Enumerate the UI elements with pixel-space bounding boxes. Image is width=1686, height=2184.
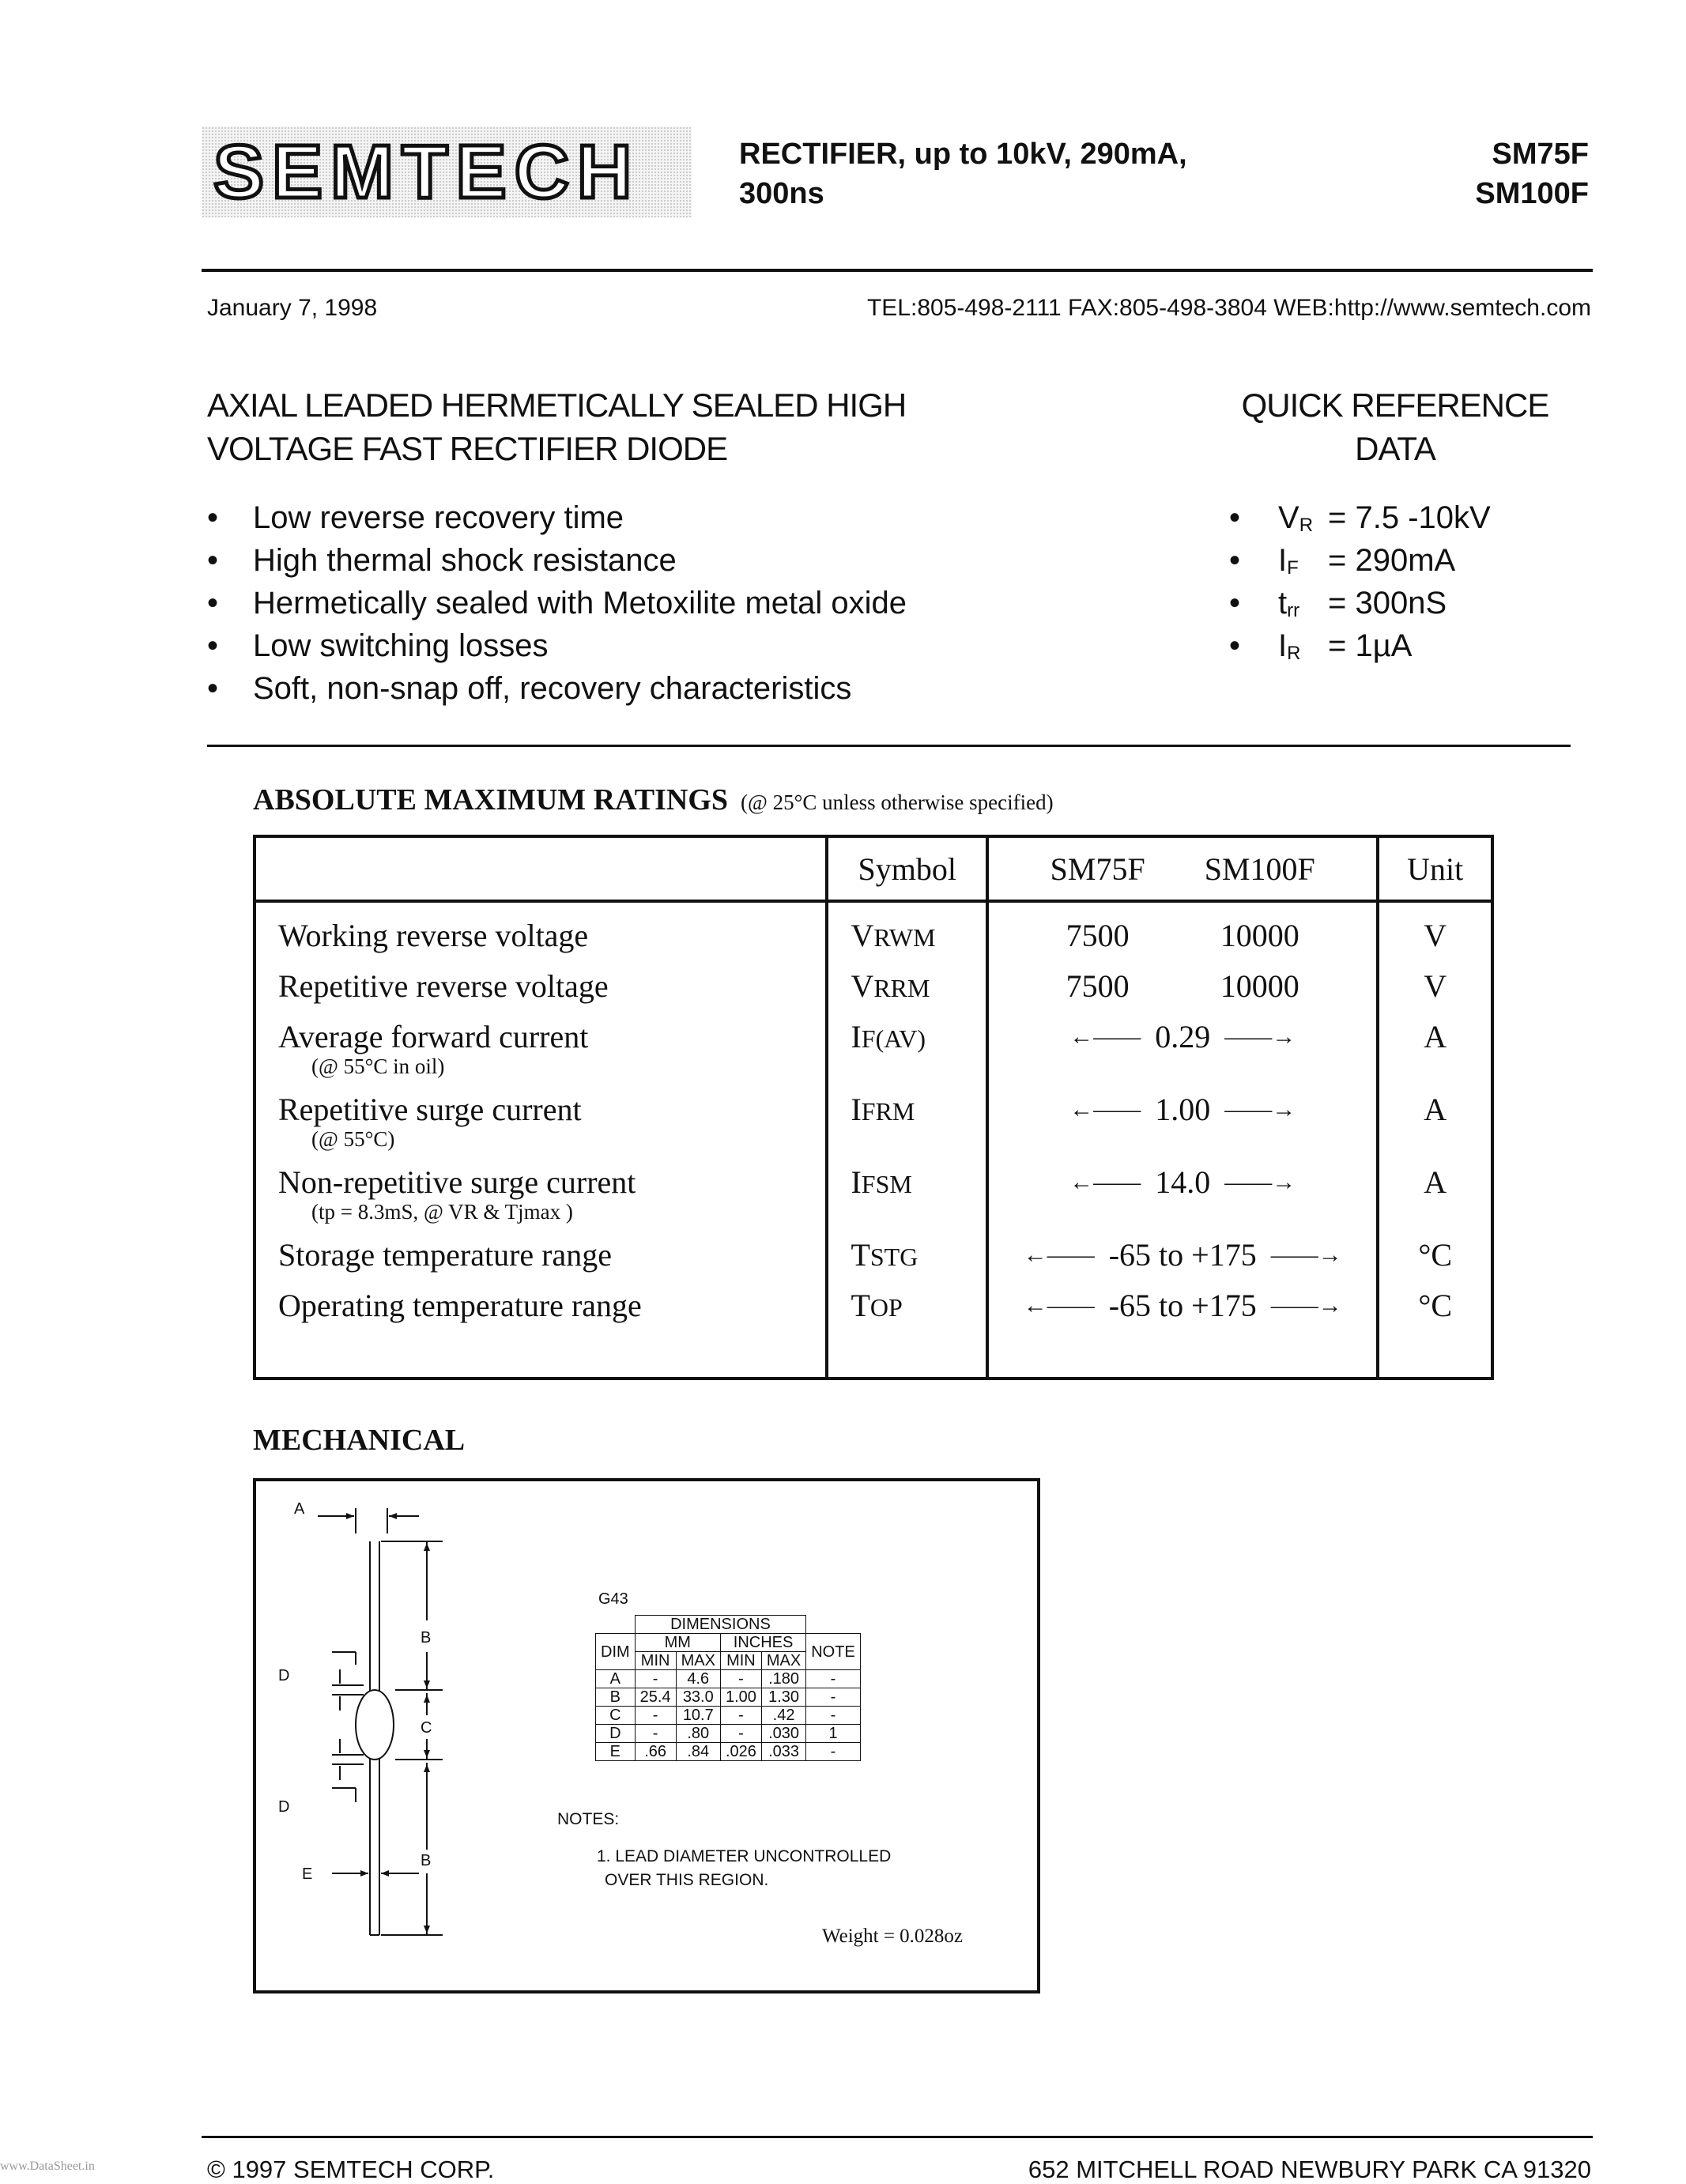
- dim-cell-in-min: -: [720, 1725, 761, 1743]
- rating-condition-note: (@ 55°C): [311, 1127, 395, 1151]
- feature-item: • High thermal shock resistance: [207, 539, 907, 582]
- rating-symbol: V: [851, 968, 874, 1004]
- rating-value-both: 0.29: [1155, 1019, 1211, 1054]
- device-description: [207, 383, 906, 470]
- arrow-left-icon: ←——: [1069, 1023, 1141, 1050]
- rating-unit: A: [1424, 1092, 1447, 1127]
- dim-table-row: [596, 1670, 861, 1688]
- copyright: © 1997 SEMTECH CORP.: [207, 2156, 495, 2183]
- dim-table-row: [596, 1688, 861, 1707]
- dim-label-b-upper: B: [421, 1629, 432, 1646]
- section-rule: [207, 745, 1571, 747]
- dim-cell-note: -: [806, 1743, 861, 1761]
- dim-table-title: DIMENSIONS: [635, 1616, 806, 1634]
- dim-cell-dim: A: [596, 1670, 636, 1688]
- package-weight: Weight = 0.028oz: [822, 1926, 964, 1947]
- rating-unit: °C: [1418, 1237, 1453, 1273]
- company-address: 652 MITCHELL ROAD NEWBURY PARK CA 91320: [1028, 2156, 1591, 2183]
- dim-table-row: [596, 1743, 861, 1761]
- feature-item: • Low switching losses: [207, 624, 907, 667]
- diode-outline-drawing: [261, 1486, 514, 1984]
- dim-label-c: C: [421, 1719, 432, 1737]
- arrow-left-icon: ←——: [1023, 1241, 1095, 1268]
- arrow-right-icon: ——→: [1270, 1292, 1342, 1318]
- dim-label-a: A: [294, 1500, 305, 1518]
- col-unit: Unit: [1378, 836, 1492, 901]
- footer-rule: [202, 2136, 1593, 2138]
- dim-cell-in-max: .42: [761, 1707, 805, 1725]
- watermark: www.DataSheet.in: [0, 2159, 95, 2173]
- rating-symbol: T: [851, 1237, 870, 1273]
- feature-item: • Low reverse recovery time: [207, 496, 907, 539]
- ratings-table: [253, 835, 1494, 1380]
- product-title-line2: 300ns: [739, 177, 824, 210]
- dim-label-b-lower: B: [421, 1852, 432, 1869]
- quick-ref-title: [1229, 383, 1561, 470]
- note-1-line1: 1. LEAD DIAMETER UNCONTROLLED: [597, 1847, 892, 1865]
- rating-value-sm100f: 10000: [1220, 918, 1299, 953]
- arrow-right-icon: ——→: [1224, 1168, 1296, 1195]
- rating-value-sm75f: 7500: [1066, 968, 1130, 1004]
- ratings-row: [255, 1236, 1492, 1287]
- dim-table-title-row: [596, 1616, 861, 1634]
- note-1-line2: OVER THIS REGION.: [605, 1871, 769, 1889]
- dim-cell-mm-max: .84: [676, 1743, 720, 1761]
- rating-symbol-sub: RRM: [873, 974, 930, 1002]
- rating-symbol-sub: OP: [869, 1293, 903, 1322]
- rating-value-both: 1.00: [1155, 1092, 1211, 1127]
- col-symbol: Symbol: [827, 836, 987, 901]
- dim-cell-note: -: [806, 1707, 861, 1725]
- rating-symbol: T: [851, 1288, 870, 1323]
- dim-cell-mm-min: -: [635, 1707, 676, 1725]
- dim-cell-dim: D: [596, 1725, 636, 1743]
- ratings-header-row: [255, 836, 1492, 901]
- dim-col-note: NOTE: [806, 1634, 861, 1670]
- arrow-right-icon: ——→: [1224, 1096, 1296, 1122]
- arrow-left-icon: ←——: [1023, 1292, 1095, 1318]
- quick-ref-title-line1: QUICK REFERENCE: [1241, 387, 1549, 424]
- dim-label-e: E: [302, 1865, 313, 1883]
- note-1: [597, 1845, 891, 1892]
- dim-table-group-row: [596, 1634, 861, 1652]
- rating-symbol-sub: FRM: [861, 1097, 915, 1126]
- rating-symbol: V: [851, 918, 874, 953]
- rating-parameter: Repetitive surge current: [278, 1092, 582, 1127]
- rating-symbol-sub: STG: [869, 1243, 918, 1271]
- part-number-sm100f: SM100F: [1475, 177, 1589, 210]
- dim-cell-dim: C: [596, 1707, 636, 1725]
- rating-symbol: I: [851, 1092, 862, 1127]
- dim-cell-mm-min: -: [635, 1670, 676, 1688]
- ratings-row: [255, 968, 1492, 1018]
- rating-unit: V: [1424, 968, 1447, 1004]
- rating-condition-note: (tp = 8.3mS, @ VR & Tjmax ): [311, 1200, 573, 1224]
- notes-title: NOTES:: [557, 1810, 620, 1828]
- rating-symbol: I: [851, 1164, 862, 1200]
- ratings-row: [255, 1287, 1492, 1337]
- dim-cell-dim: B: [596, 1688, 636, 1707]
- dim-cell-in-max: .033: [761, 1743, 805, 1761]
- semtech-logo: SEMTECH: [213, 130, 640, 214]
- dim-cell-mm-min: -: [635, 1725, 676, 1743]
- dim-cell-mm-max: .80: [676, 1725, 720, 1743]
- dim-table-row: [596, 1707, 861, 1725]
- feature-item: • Hermetically sealed with Metoxilite metal oxide: [207, 582, 907, 624]
- feature-item: • Soft, non-snap off, recovery characteristics: [207, 667, 907, 710]
- rating-value-sm75f: 7500: [1066, 918, 1130, 953]
- rating-parameter: Operating temperature range: [278, 1288, 642, 1323]
- dim-cell-in-min: 1.00: [720, 1688, 761, 1707]
- dim-cell-dim: E: [596, 1743, 636, 1761]
- dim-col-dim: DIM: [596, 1634, 636, 1670]
- dimensions-table: [595, 1615, 861, 1761]
- dim-label-d-upper: D: [278, 1667, 290, 1684]
- ratings-condition: (@ 25°C unless otherwise specified): [741, 790, 1054, 814]
- dim-col-in-max: MAX: [761, 1652, 805, 1670]
- contact-info: TEL:805-498-2111 FAX:805-498-3804 WEB:http://www.semtech.com: [866, 295, 1591, 321]
- dim-table-row: [596, 1725, 861, 1743]
- package-code: G43: [598, 1590, 628, 1608]
- dim-col-in-min: MIN: [720, 1652, 761, 1670]
- rating-symbol: I: [851, 1019, 862, 1054]
- dim-cell-note: -: [806, 1670, 861, 1688]
- arrow-right-icon: ——→: [1224, 1023, 1296, 1050]
- rating-parameter: Working reverse voltage: [278, 918, 589, 953]
- rating-parameter: Average forward current: [278, 1019, 589, 1054]
- col-devices: [987, 836, 1378, 901]
- rating-value-both: 14.0: [1155, 1164, 1211, 1200]
- arrow-right-icon: ——→: [1270, 1241, 1342, 1268]
- dim-cell-in-min: .026: [720, 1743, 761, 1761]
- col-sm100f: SM100F: [1204, 851, 1315, 887]
- ratings-heading: [253, 783, 1054, 817]
- dim-cell-in-max: 1.30: [761, 1688, 805, 1707]
- mechanical-title: MECHANICAL: [253, 1424, 466, 1457]
- header-rule: [202, 269, 1593, 272]
- dim-col-inches: INCHES: [720, 1634, 805, 1652]
- rating-parameter: Non-repetitive surge current: [278, 1164, 636, 1200]
- ratings-row: [255, 901, 1492, 968]
- part-numbers: [1475, 134, 1589, 213]
- dim-cell-mm-max: 33.0: [676, 1688, 720, 1707]
- description-line2: VOLTAGE FAST RECTIFIER DIODE: [207, 430, 728, 467]
- rating-unit: A: [1424, 1164, 1447, 1200]
- quick-ref-title-line2: DATA: [1355, 430, 1435, 467]
- description-line1: AXIAL LEADED HERMETICALLY SEALED HIGH: [207, 387, 907, 424]
- dim-cell-mm-min: .66: [635, 1743, 676, 1761]
- rating-unit: A: [1424, 1019, 1447, 1054]
- dim-col-mm-min: MIN: [635, 1652, 676, 1670]
- ratings-row: [255, 1091, 1492, 1164]
- dim-cell-mm-max: 10.7: [676, 1707, 720, 1725]
- dim-cell-in-max: .030: [761, 1725, 805, 1743]
- rating-condition-note: (@ 55°C in oil): [311, 1054, 445, 1078]
- rating-unit: °C: [1418, 1288, 1453, 1323]
- rating-value-both: -65 to +175: [1108, 1237, 1257, 1273]
- dim-col-mm: MM: [635, 1634, 720, 1652]
- part-number-sm75f: SM75F: [1492, 138, 1589, 171]
- rating-parameter: Repetitive reverse voltage: [278, 968, 609, 1004]
- feature-list: [207, 496, 907, 710]
- rating-value-sm100f: 10000: [1220, 968, 1299, 1004]
- dim-cell-mm-max: 4.6: [676, 1670, 720, 1688]
- dim-col-mm-max: MAX: [676, 1652, 720, 1670]
- ratings-row: [255, 1164, 1492, 1236]
- dim-label-d-lower: D: [278, 1798, 290, 1816]
- rating-parameter: Storage temperature range: [278, 1237, 613, 1273]
- rating-value-both: -65 to +175: [1108, 1288, 1257, 1323]
- dim-cell-in-min: -: [720, 1707, 761, 1725]
- arrow-left-icon: ←——: [1069, 1096, 1141, 1122]
- rating-symbol-sub: F(AV): [861, 1024, 926, 1053]
- ratings-title: ABSOLUTE MAXIMUM RATINGS: [253, 783, 729, 817]
- col-sm75f: SM75F: [1050, 851, 1145, 887]
- ratings-row: [255, 1018, 1492, 1091]
- product-title: [739, 134, 1187, 213]
- product-title-line1: RECTIFIER, up to 10kV, 290mA,: [739, 138, 1187, 171]
- ratings-spacer-row: [255, 1337, 1492, 1379]
- arrow-left-icon: ←——: [1069, 1168, 1141, 1195]
- rating-unit: V: [1424, 918, 1447, 953]
- dim-cell-in-min: -: [720, 1670, 761, 1688]
- doc-date: January 7, 1998: [207, 295, 378, 321]
- rating-symbol-sub: RWM: [873, 923, 936, 952]
- dim-cell-in-max: .180: [761, 1670, 805, 1688]
- dim-cell-note: 1: [806, 1725, 861, 1743]
- dim-cell-note: -: [806, 1688, 861, 1707]
- rating-symbol-sub: FSM: [861, 1170, 912, 1198]
- dim-cell-mm-min: 25.4: [635, 1688, 676, 1707]
